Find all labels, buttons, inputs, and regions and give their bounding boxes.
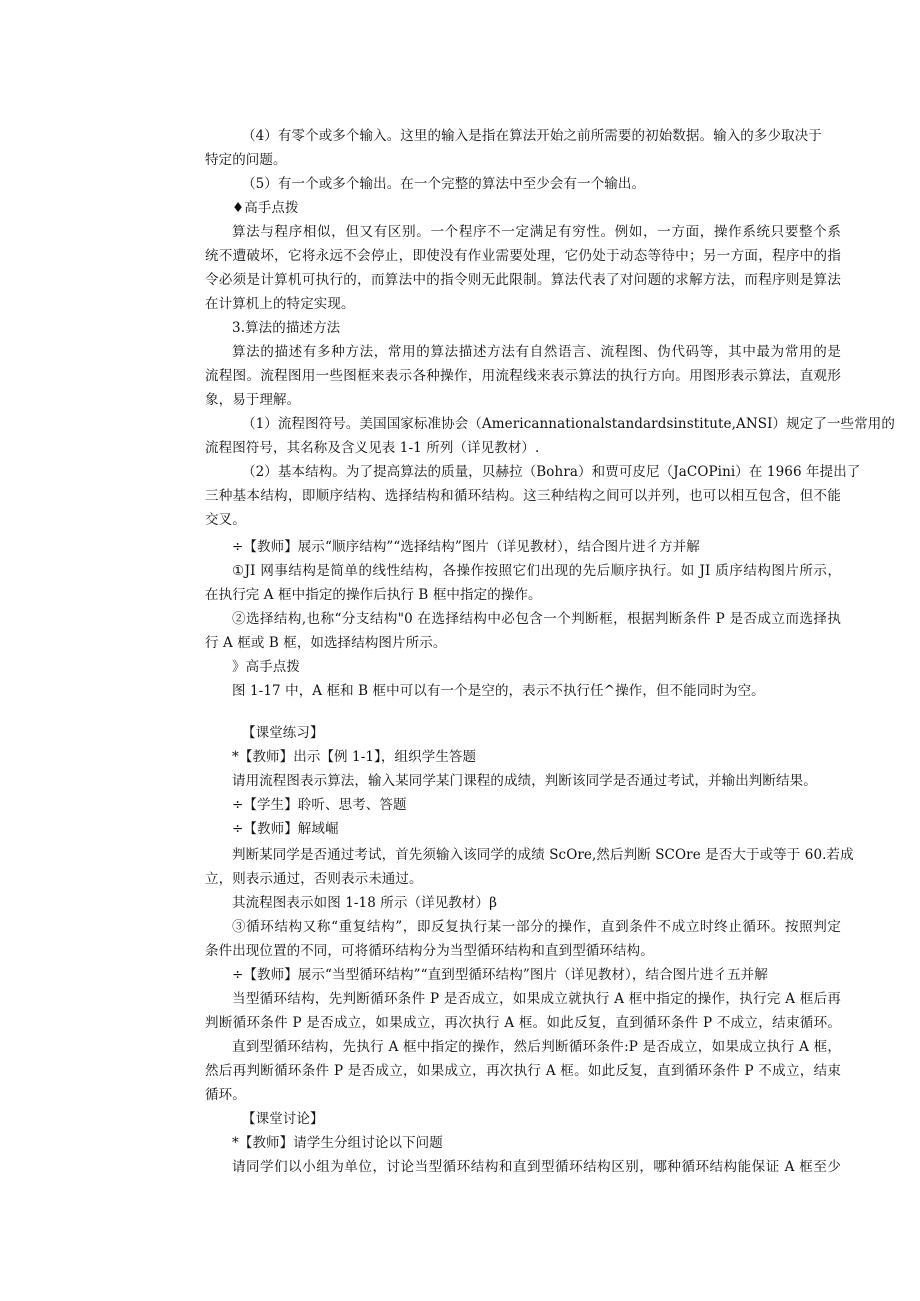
text-line: *【教师】请学生分组讨论以下问题 — [232, 1135, 443, 1151]
text-line: 在计算机上的特定实现。 — [205, 296, 355, 312]
text-line: （5）有一个或多个输出。在一个完整的算法中至少会有一个输出。 — [242, 176, 646, 192]
text-line: 直到型循环结构，先执行 A 框中指定的操作，然后判断循环条件:P 是否成立，如果成立执行 A 框， — [232, 1039, 841, 1055]
text-line: 三种基本结构，即顺序结构、选择结构和循环结构。这三种结构之间可以并列，也可以相互包含，但不能 — [205, 488, 841, 504]
section-heading: 【课堂练习】 — [242, 725, 324, 741]
text-line: ③循环结构又称“重复结构”，即反复执行某一部分的操作，直到条件不成立时终止循环。按照判定 — [232, 919, 841, 935]
text-line: *【教师】出示【例 1-1】，组织学生答题 — [232, 749, 477, 765]
text-line: 象，易于理解。 — [205, 392, 301, 408]
section-heading: 》高手点拨 — [232, 659, 300, 675]
text-line: （2）基本结构。为了提高算法的质量，贝赫拉（Bohra）和贾可皮尼（JaCOPini）在 1966 年提出了 — [242, 464, 861, 480]
text-line: 条件出现位置的不同，可将循环结构分为当型循环结构和直到型循环结构。 — [205, 943, 654, 959]
text-line: （1）流程图符号。美国国家标准协会（Americannationalstandardsinstitute,ANSI）规定了一些常用的 — [242, 416, 895, 432]
text-line: ÷【教师】解域崛 — [232, 821, 339, 837]
text-line: ÷【教师】展示“顺序结构”“选择结构”图片（详见教材），结合图片进彳方并解 — [232, 539, 700, 555]
text-line: 立，则表示通过，否则表示未通过。 — [205, 871, 423, 887]
text-line: 判断循环条件 P 是否成立，如果成立，再次执行 A 框。如此反复，直到循环条件 P 不成立，结束循环。 — [205, 1015, 841, 1031]
text-line: ②选择结构,也称“分支结构"0 在选择结构中必包含一个判断框，根据判断条件 P 是否成立而选择执 — [232, 611, 841, 627]
text-line: 统不遭破坏，它将永远不会停止，即使没有作业需要处理，它仍处于动态等待中；另一方面，程序中的指 — [205, 248, 841, 264]
section-heading: 3.算法的描述方法 — [232, 320, 341, 336]
text-line: 图 1-17 中，A 框和 B 框中可以有一个是空的，表示不执行任^操作，但不能同时为空。 — [232, 683, 765, 699]
text-line: 当型循环结构，先判断循环条件 P 是否成立，如果成立就执行 A 框中指定的操作，执行完 A 框后再 — [232, 991, 841, 1007]
text-line: 其流程图表示如图 1-18 所示（详见教材）β — [232, 895, 498, 911]
text-line: 请同学们以小组为单位，讨论当型循环结构和直到型循环结构区别，哪种循环结构能保证 A 框至少 — [232, 1159, 841, 1175]
text-line: 请用流程图表示算法，输入某同学某门课程的成绩，判断该同学是否通过考试，并输出判断结果。 — [232, 773, 817, 789]
section-heading: ♦高手点拨 — [232, 200, 299, 216]
text-line: 行 A 框或 B 框，如选择结构图片所示。 — [205, 635, 447, 651]
text-line: ÷【学生】聆听、思考、答题 — [232, 797, 407, 813]
text-line: 流程图。流程图用一些图框来表示各种操作，用流程线来表示算法的执行方向。用图形表示算法，直观形 — [205, 368, 841, 384]
text-line: ①JI 网事结构是简单的线性结构，各操作按照它们出现的先后顺序执行。如 JI 质序结构图片所示， — [232, 563, 841, 579]
text-line: 然后再判断循环条件 P 是否成立，如果成立，再次执行 A 框。如此反复，直到循环条件 P 不成立，结束 — [205, 1063, 841, 1079]
text-line: 算法的描述有多种方法，常用的算法描述方法有自然语言、流程图、伪代码等，其中最为常用的是 — [232, 344, 841, 360]
text-line: ÷【教师】展示“当型循环结构”“直到型循环结构”图片（详见教材），结合图片进彳五并解 — [232, 967, 768, 983]
text-line: 令必须是计算机可执行的，而算法中的指令则无此限制。算法代表了对问题的求解方法，而程序则是算法 — [205, 272, 841, 288]
text-line: 在执行完 A 框中指定的操作后执行 B 框中指定的操作。 — [205, 587, 542, 603]
text-line: 流程图符号，其名称及含义见表 1-1 所列（详见教材）. — [205, 440, 540, 456]
section-heading: 【课堂讨论】 — [242, 1111, 324, 1127]
text-line: 交叉。 — [205, 512, 246, 528]
text-line: 循环。 — [205, 1087, 246, 1103]
text-line: 特定的问题。 — [205, 152, 287, 168]
text-line: （4）有零个或多个输入。这里的输入是指在算法开始之前所需要的初始数据。输入的多少取决于 — [242, 128, 822, 144]
text-line: 判断某同学是否通过考试，首先须输入该同学的成绩 ScOre,然后判断 SCOre 是否大于或等于 60.若成 — [232, 847, 854, 863]
text-line: 算法与程序相似，但又有区别。一个程序不一定满足有穷性。例如，一方面，操作系统只要整个系 — [232, 224, 841, 240]
